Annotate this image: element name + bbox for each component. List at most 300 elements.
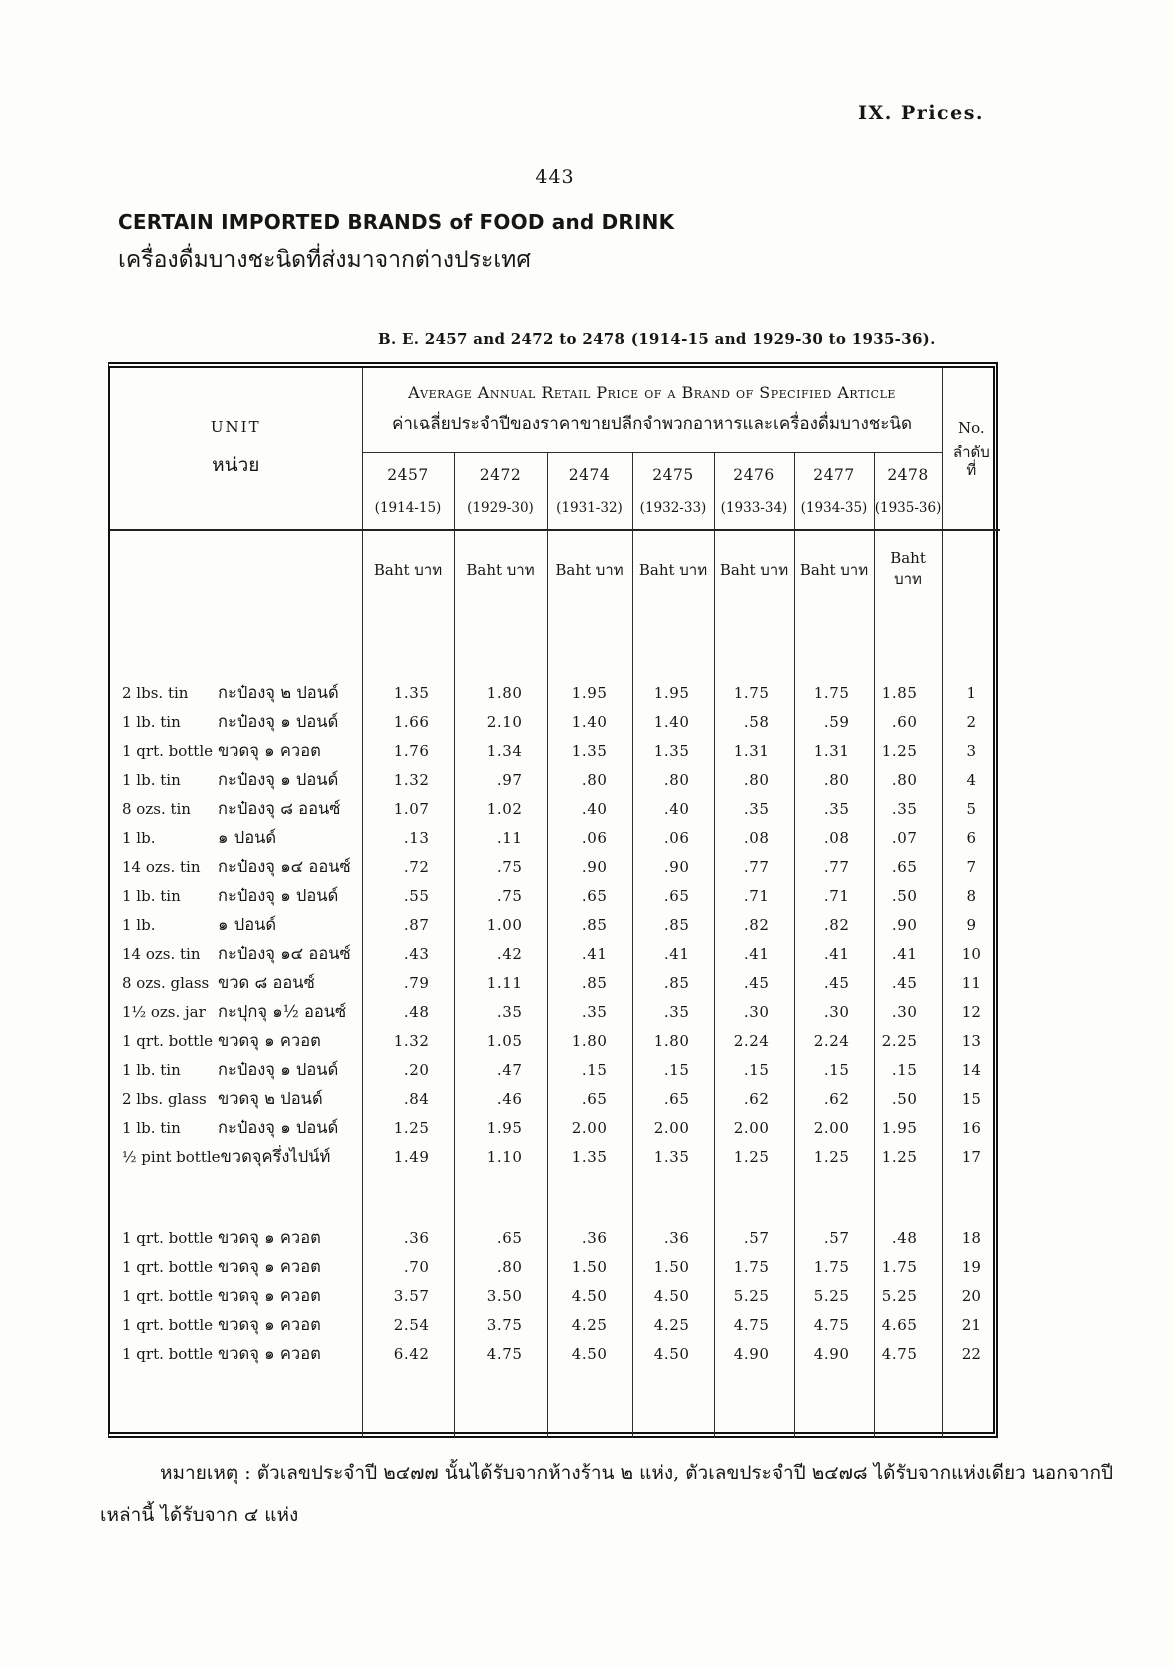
- year-ad: (1932-33): [639, 499, 707, 516]
- price-value: .71: [714, 881, 794, 910]
- price-value: 1.10: [454, 1142, 547, 1171]
- unit-cell: [110, 939, 362, 968]
- top-gap: [632, 608, 714, 678]
- price-value: .11: [454, 823, 547, 852]
- year-header-2457: [362, 452, 454, 530]
- no-column-header: [942, 368, 1000, 530]
- row-number: 22: [942, 1339, 1000, 1368]
- unit-english: 1 lb. tin: [122, 1060, 181, 1079]
- table-row: [110, 1281, 1000, 1310]
- currency-label: Baht บาท: [454, 530, 547, 608]
- price-value: .70: [362, 1252, 454, 1281]
- unit-header-en: UNIT: [210, 417, 261, 436]
- bottom-gap: [362, 1368, 454, 1438]
- unit-english: 2 lbs. tin: [122, 683, 189, 702]
- price-value: .47: [454, 1055, 547, 1084]
- table-row: [110, 997, 1000, 1026]
- price-value: 4.50: [547, 1281, 632, 1310]
- price-value: .30: [794, 997, 874, 1026]
- unit-cell: [110, 1223, 362, 1252]
- price-value: 2.54: [362, 1310, 454, 1339]
- price-value: .36: [547, 1223, 632, 1252]
- price-value: .57: [794, 1223, 874, 1252]
- price-value: 1.75: [874, 1252, 942, 1281]
- price-value: 5.25: [714, 1281, 794, 1310]
- year-ad: (1935-36): [874, 499, 942, 516]
- footnote-line1: หมายเหตุ : ตัวเลขประจำปี ๒๔๗๗ นั้นได้รับจากห้างร้าน ๒ แห่ง, ตัวเลขประจำปี ๒๔๗๘ ได้รับจากแห่งเดียว นอกจากปี: [160, 1462, 1114, 1484]
- price-value: 1.11: [454, 968, 547, 997]
- price-value: 1.95: [547, 678, 632, 707]
- table-row: [110, 707, 1000, 736]
- unit-thai: ๑ ปอนด์: [218, 827, 277, 847]
- price-value: 1.80: [547, 1026, 632, 1055]
- price-value: 1.34: [454, 736, 547, 765]
- price-value: .65: [547, 881, 632, 910]
- year-header-2478: [874, 452, 942, 530]
- group-gap: [714, 1171, 794, 1223]
- price-value: .75: [454, 852, 547, 881]
- price-value: .72: [362, 852, 454, 881]
- price-value: .07: [874, 823, 942, 852]
- unit-cell: [110, 794, 362, 823]
- price-value: 1.02: [454, 794, 547, 823]
- price-value: 1.75: [714, 1252, 794, 1281]
- unit-thai: ขวดจุ ๑ ควอต: [218, 1285, 321, 1305]
- price-value: .42: [454, 939, 547, 968]
- price-value: .80: [794, 765, 874, 794]
- table-row: [110, 852, 1000, 881]
- price-value: 1.07: [362, 794, 454, 823]
- price-value: 4.75: [714, 1310, 794, 1339]
- price-value: .08: [794, 823, 874, 852]
- price-value: .35: [632, 997, 714, 1026]
- row-number: 5: [942, 794, 1000, 823]
- unit-english: 1 qrt. bottle: [122, 741, 214, 760]
- top-gap: [454, 608, 547, 678]
- price-value: .85: [632, 968, 714, 997]
- table-row: [110, 881, 1000, 910]
- price-value: .71: [794, 881, 874, 910]
- bottom-gap: [547, 1368, 632, 1438]
- unit-thai: ขวดจุ ๑ ควอต: [218, 740, 321, 760]
- bottom-gap: [942, 1368, 1000, 1438]
- row-number: 14: [942, 1055, 1000, 1084]
- price-value: 1.95: [632, 678, 714, 707]
- price-value: .65: [632, 1084, 714, 1113]
- unit-english: 1½ ozs. jar: [122, 1002, 206, 1021]
- unit-thai: กะป๋องจุ ๑๔ ออนซ์: [218, 943, 351, 963]
- unit-thai: กะป๋องจุ ๘ ออนซ์: [218, 798, 341, 818]
- price-value: .15: [632, 1055, 714, 1084]
- price-value: 5.25: [794, 1281, 874, 1310]
- table-row: [110, 765, 1000, 794]
- price-value: 1.35: [632, 736, 714, 765]
- price-value: 1.75: [794, 678, 874, 707]
- unit-thai: ขวดจุ ๑ ควอต: [218, 1256, 321, 1276]
- price-table-grid: [110, 368, 1000, 1438]
- table-subtitle: B. E. 2457 and 2472 to 2478 (1914-15 and 1929-30 to 1935-36).: [378, 330, 936, 348]
- unit-thai: ๑ ปอนด์: [218, 914, 277, 934]
- group-gap: [942, 1171, 1000, 1223]
- price-value: .41: [874, 939, 942, 968]
- price-value: .35: [547, 997, 632, 1026]
- price-value: 1.31: [794, 736, 874, 765]
- price-value: .59: [794, 707, 874, 736]
- group-gap: [547, 1171, 632, 1223]
- section-header: IX. Prices.: [858, 102, 984, 124]
- unit-cell: [110, 852, 362, 881]
- year-be: 2478: [887, 465, 929, 484]
- price-value: .30: [714, 997, 794, 1026]
- price-value: .06: [632, 823, 714, 852]
- table-row: [110, 968, 1000, 997]
- price-value: .35: [714, 794, 794, 823]
- price-value: 4.90: [714, 1339, 794, 1368]
- year-be: 2457: [387, 465, 429, 484]
- price-value: .90: [874, 910, 942, 939]
- price-value: 1.80: [632, 1026, 714, 1055]
- price-value: 1.00: [454, 910, 547, 939]
- unit-english: 1 qrt. bottle: [122, 1257, 214, 1276]
- unit-cell: [110, 678, 362, 707]
- unit-cell: [110, 1252, 362, 1281]
- table-row: [110, 794, 1000, 823]
- row-number: 4: [942, 765, 1000, 794]
- price-value: 2.10: [454, 707, 547, 736]
- currency-label: Baht บาท: [547, 530, 632, 608]
- price-value: 1.85: [874, 678, 942, 707]
- price-value: 3.50: [454, 1281, 547, 1310]
- price-value: .80: [454, 1252, 547, 1281]
- price-value: .58: [714, 707, 794, 736]
- price-value: 1.25: [794, 1142, 874, 1171]
- year-header-2475: [632, 452, 714, 530]
- row-number: 17: [942, 1142, 1000, 1171]
- top-gap: [714, 608, 794, 678]
- row-number: 13: [942, 1026, 1000, 1055]
- no-header-th: ลำดับ ที่: [952, 442, 990, 479]
- unit-cell: [110, 736, 362, 765]
- price-value: .75: [454, 881, 547, 910]
- price-value: .80: [874, 765, 942, 794]
- price-value: 3.75: [454, 1310, 547, 1339]
- price-value: 1.25: [874, 736, 942, 765]
- no-header-en: No.: [957, 418, 985, 437]
- price-value: 2.00: [794, 1113, 874, 1142]
- price-value: .50: [874, 1084, 942, 1113]
- price-value: 1.31: [714, 736, 794, 765]
- unit-thai: กะป๋องจุ ๑๔ ออนซ์: [218, 856, 351, 876]
- price-value: .97: [454, 765, 547, 794]
- table-row: [110, 823, 1000, 852]
- price-value: .43: [362, 939, 454, 968]
- price-value: 1.32: [362, 765, 454, 794]
- row-number: 20: [942, 1281, 1000, 1310]
- title-thai: เครื่องดื่มบางชะนิดที่ส่งมาจากต่างประเทศ: [118, 247, 531, 273]
- table-row: [110, 1223, 1000, 1252]
- price-value: .60: [874, 707, 942, 736]
- year-be: 2476: [733, 465, 775, 484]
- price-value: .41: [632, 939, 714, 968]
- price-value: 1.50: [547, 1252, 632, 1281]
- price-value: .41: [714, 939, 794, 968]
- unit-thai: กะป๋องจุ ๑ ปอนด์: [218, 885, 339, 905]
- group-gap: [110, 1171, 362, 1223]
- price-value: 1.76: [362, 736, 454, 765]
- unit-english: 1 qrt. bottle: [122, 1031, 214, 1050]
- price-value: 1.35: [547, 736, 632, 765]
- price-value: .15: [714, 1055, 794, 1084]
- price-value: 2.24: [714, 1026, 794, 1055]
- unit-cell: [110, 997, 362, 1026]
- table-row: [110, 939, 1000, 968]
- table-row: [110, 1026, 1000, 1055]
- price-value: 4.50: [547, 1339, 632, 1368]
- unit-cell: [110, 1310, 362, 1339]
- price-value: .77: [794, 852, 874, 881]
- price-value: .35: [794, 794, 874, 823]
- price-value: .45: [794, 968, 874, 997]
- year-header-2472: [454, 452, 547, 530]
- price-value: .80: [547, 765, 632, 794]
- price-value: .40: [632, 794, 714, 823]
- table-row: [110, 1055, 1000, 1084]
- price-value: 1.35: [632, 1142, 714, 1171]
- price-value: 1.25: [362, 1113, 454, 1142]
- price-value: 4.75: [794, 1310, 874, 1339]
- price-value: .85: [547, 968, 632, 997]
- price-value: .45: [874, 968, 942, 997]
- price-value: 4.25: [547, 1310, 632, 1339]
- price-value: .77: [714, 852, 794, 881]
- price-value: 1.35: [362, 678, 454, 707]
- price-value: .15: [547, 1055, 632, 1084]
- price-value: .87: [362, 910, 454, 939]
- unit-cell: [110, 765, 362, 794]
- top-gap: [874, 608, 942, 678]
- currency-label: Baht บาท: [874, 530, 942, 608]
- table-row: [110, 1113, 1000, 1142]
- unit-english: 14 ozs. tin: [122, 944, 201, 963]
- price-value: .48: [362, 997, 454, 1026]
- top-gap: [362, 608, 454, 678]
- group-gap: [794, 1171, 874, 1223]
- unit-thai: กะป๋องจุ ๑ ปอนด์: [218, 1059, 339, 1079]
- price-value: .62: [794, 1084, 874, 1113]
- group-gap: [454, 1171, 547, 1223]
- row-number: 9: [942, 910, 1000, 939]
- price-value: .80: [714, 765, 794, 794]
- price-value: .46: [454, 1084, 547, 1113]
- title-english: CERTAIN IMPORTED BRANDS of FOOD and DRINK: [118, 210, 675, 234]
- table-row: [110, 1252, 1000, 1281]
- price-value: 1.50: [632, 1252, 714, 1281]
- price-value: 3.57: [362, 1281, 454, 1310]
- top-gap: [942, 608, 1000, 678]
- bottom-gap: [874, 1368, 942, 1438]
- price-value: .06: [547, 823, 632, 852]
- price-value: .20: [362, 1055, 454, 1084]
- year-ad: (1929-30): [467, 499, 534, 516]
- unit-english: 1 qrt. bottle: [122, 1286, 214, 1305]
- price-value: 4.50: [632, 1281, 714, 1310]
- price-value: 1.95: [874, 1113, 942, 1142]
- price-value: .65: [874, 852, 942, 881]
- price-value: .90: [547, 852, 632, 881]
- unit-english: ½ pint bottle: [122, 1147, 221, 1166]
- price-value: 1.95: [454, 1113, 547, 1142]
- price-value: 4.75: [874, 1339, 942, 1368]
- footnote-line2: เหล่านี้ ได้รับจาก ๔ แห่ง: [100, 1504, 299, 1526]
- price-value: .85: [632, 910, 714, 939]
- price-value: 1.25: [714, 1142, 794, 1171]
- row-number: 3: [942, 736, 1000, 765]
- price-value: .13: [362, 823, 454, 852]
- top-gap: [547, 608, 632, 678]
- unit-thai: กะป๋องจุ ๑ ปอนด์: [218, 1117, 339, 1137]
- unit-thai: ขวดจุครึ่งไปน์ท์: [220, 1146, 331, 1166]
- row-number: 10: [942, 939, 1000, 968]
- price-value: .80: [632, 765, 714, 794]
- currency-label: Baht บาท: [632, 530, 714, 608]
- price-value: .48: [874, 1223, 942, 1252]
- price-value: 2.25: [874, 1026, 942, 1055]
- price-value: .41: [794, 939, 874, 968]
- price-value: 6.42: [362, 1339, 454, 1368]
- unit-english: 1 lb. tin: [122, 886, 181, 905]
- unit-column-header: [110, 368, 362, 530]
- price-value: .35: [874, 794, 942, 823]
- unit-thai: ขวด ๘ ออนซ์: [218, 972, 315, 992]
- price-value: .50: [874, 881, 942, 910]
- unit-cell: [110, 1142, 362, 1171]
- price-value: .35: [454, 997, 547, 1026]
- unit-cell: [110, 1084, 362, 1113]
- unit-thai: ขวดจุ ๑ ควอต: [218, 1227, 321, 1247]
- unit-thai: กะป๋องจุ ๑ ปอนด์: [218, 769, 339, 789]
- year-header-2474: [547, 452, 632, 530]
- price-value: 1.40: [632, 707, 714, 736]
- price-value: 1.66: [362, 707, 454, 736]
- unit-english: 8 ozs. tin: [122, 799, 191, 818]
- unit-english: 14 ozs. tin: [122, 857, 201, 876]
- unit-cell: [110, 1281, 362, 1310]
- year-header-2477: [794, 452, 874, 530]
- unit-english: 2 lbs. glass: [122, 1089, 207, 1108]
- table-row: [110, 910, 1000, 939]
- unit-cell: [110, 968, 362, 997]
- price-value: .79: [362, 968, 454, 997]
- row-number: 12: [942, 997, 1000, 1026]
- row-number: 21: [942, 1310, 1000, 1339]
- price-value: 5.25: [874, 1281, 942, 1310]
- table-row: [110, 736, 1000, 765]
- row-number: 18: [942, 1223, 1000, 1252]
- price-value: 2.00: [547, 1113, 632, 1142]
- price-value: .08: [714, 823, 794, 852]
- price-value: .57: [714, 1223, 794, 1252]
- price-value: .82: [794, 910, 874, 939]
- baht-row-no-spacer: [942, 530, 1000, 608]
- table-row: [110, 1084, 1000, 1113]
- unit-thai: ขวดจุ ๒ ปอนด์: [218, 1088, 323, 1108]
- year-header-2476: [714, 452, 794, 530]
- bottom-gap: [110, 1368, 362, 1438]
- price-span-header: [362, 368, 942, 452]
- unit-cell: [110, 910, 362, 939]
- year-be: 2474: [568, 465, 611, 484]
- bottom-gap: [794, 1368, 874, 1438]
- year-be: 2477: [813, 465, 855, 484]
- bottom-gap: [454, 1368, 547, 1438]
- unit-cell: [110, 707, 362, 736]
- row-number: 11: [942, 968, 1000, 997]
- price-value: .36: [632, 1223, 714, 1252]
- row-number: 7: [942, 852, 1000, 881]
- table-row: [110, 1339, 1000, 1368]
- price-value: .84: [362, 1084, 454, 1113]
- price-table: [108, 362, 998, 1438]
- unit-english: 1 lb.: [122, 828, 156, 847]
- row-number: 8: [942, 881, 1000, 910]
- price-value: 1.35: [547, 1142, 632, 1171]
- unit-english: 1 lb. tin: [122, 770, 181, 789]
- price-value: 2.00: [714, 1113, 794, 1142]
- unit-header-th: หน่วย: [212, 453, 260, 476]
- price-value: .40: [547, 794, 632, 823]
- unit-cell: [110, 823, 362, 852]
- year-be: 2472: [479, 465, 522, 484]
- price-value: 2.24: [794, 1026, 874, 1055]
- price-value: 2.00: [632, 1113, 714, 1142]
- row-number: 6: [942, 823, 1000, 852]
- price-value: 1.25: [874, 1142, 942, 1171]
- row-number: 2: [942, 707, 1000, 736]
- bottom-gap: [714, 1368, 794, 1438]
- price-value: .41: [547, 939, 632, 968]
- price-value: 1.32: [362, 1026, 454, 1055]
- unit-thai: กะป๋องจุ ๑ ปอนด์: [218, 711, 339, 731]
- unit-english: 1 lb. tin: [122, 1118, 181, 1137]
- price-value: .85: [547, 910, 632, 939]
- price-value: 1.40: [547, 707, 632, 736]
- table-row: [110, 1142, 1000, 1171]
- table-row: [110, 678, 1000, 707]
- price-value: .45: [714, 968, 794, 997]
- baht-row-unit-spacer: [110, 530, 362, 608]
- unit-english: 1 qrt. bottle: [122, 1344, 214, 1363]
- currency-label: Baht บาท: [714, 530, 794, 608]
- price-value: 4.90: [794, 1339, 874, 1368]
- unit-thai: ขวดจุ ๑ ควอต: [218, 1343, 321, 1363]
- price-value: .65: [632, 881, 714, 910]
- price-value: .82: [714, 910, 794, 939]
- price-value: .15: [794, 1055, 874, 1084]
- price-value: .15: [874, 1055, 942, 1084]
- price-value: .65: [454, 1223, 547, 1252]
- unit-thai: กะป๋องจุ ๒ ปอนด์: [218, 682, 339, 702]
- group-gap: [362, 1171, 454, 1223]
- unit-thai: ขวดจุ ๑ ควอต: [218, 1030, 321, 1050]
- price-value: .65: [547, 1084, 632, 1113]
- unit-english: 1 qrt. bottle: [122, 1228, 214, 1247]
- row-number: 16: [942, 1113, 1000, 1142]
- price-value: 4.75: [454, 1339, 547, 1368]
- top-gap: [110, 608, 362, 678]
- price-value: .55: [362, 881, 454, 910]
- row-number: 15: [942, 1084, 1000, 1113]
- currency-label: Baht บาท: [362, 530, 454, 608]
